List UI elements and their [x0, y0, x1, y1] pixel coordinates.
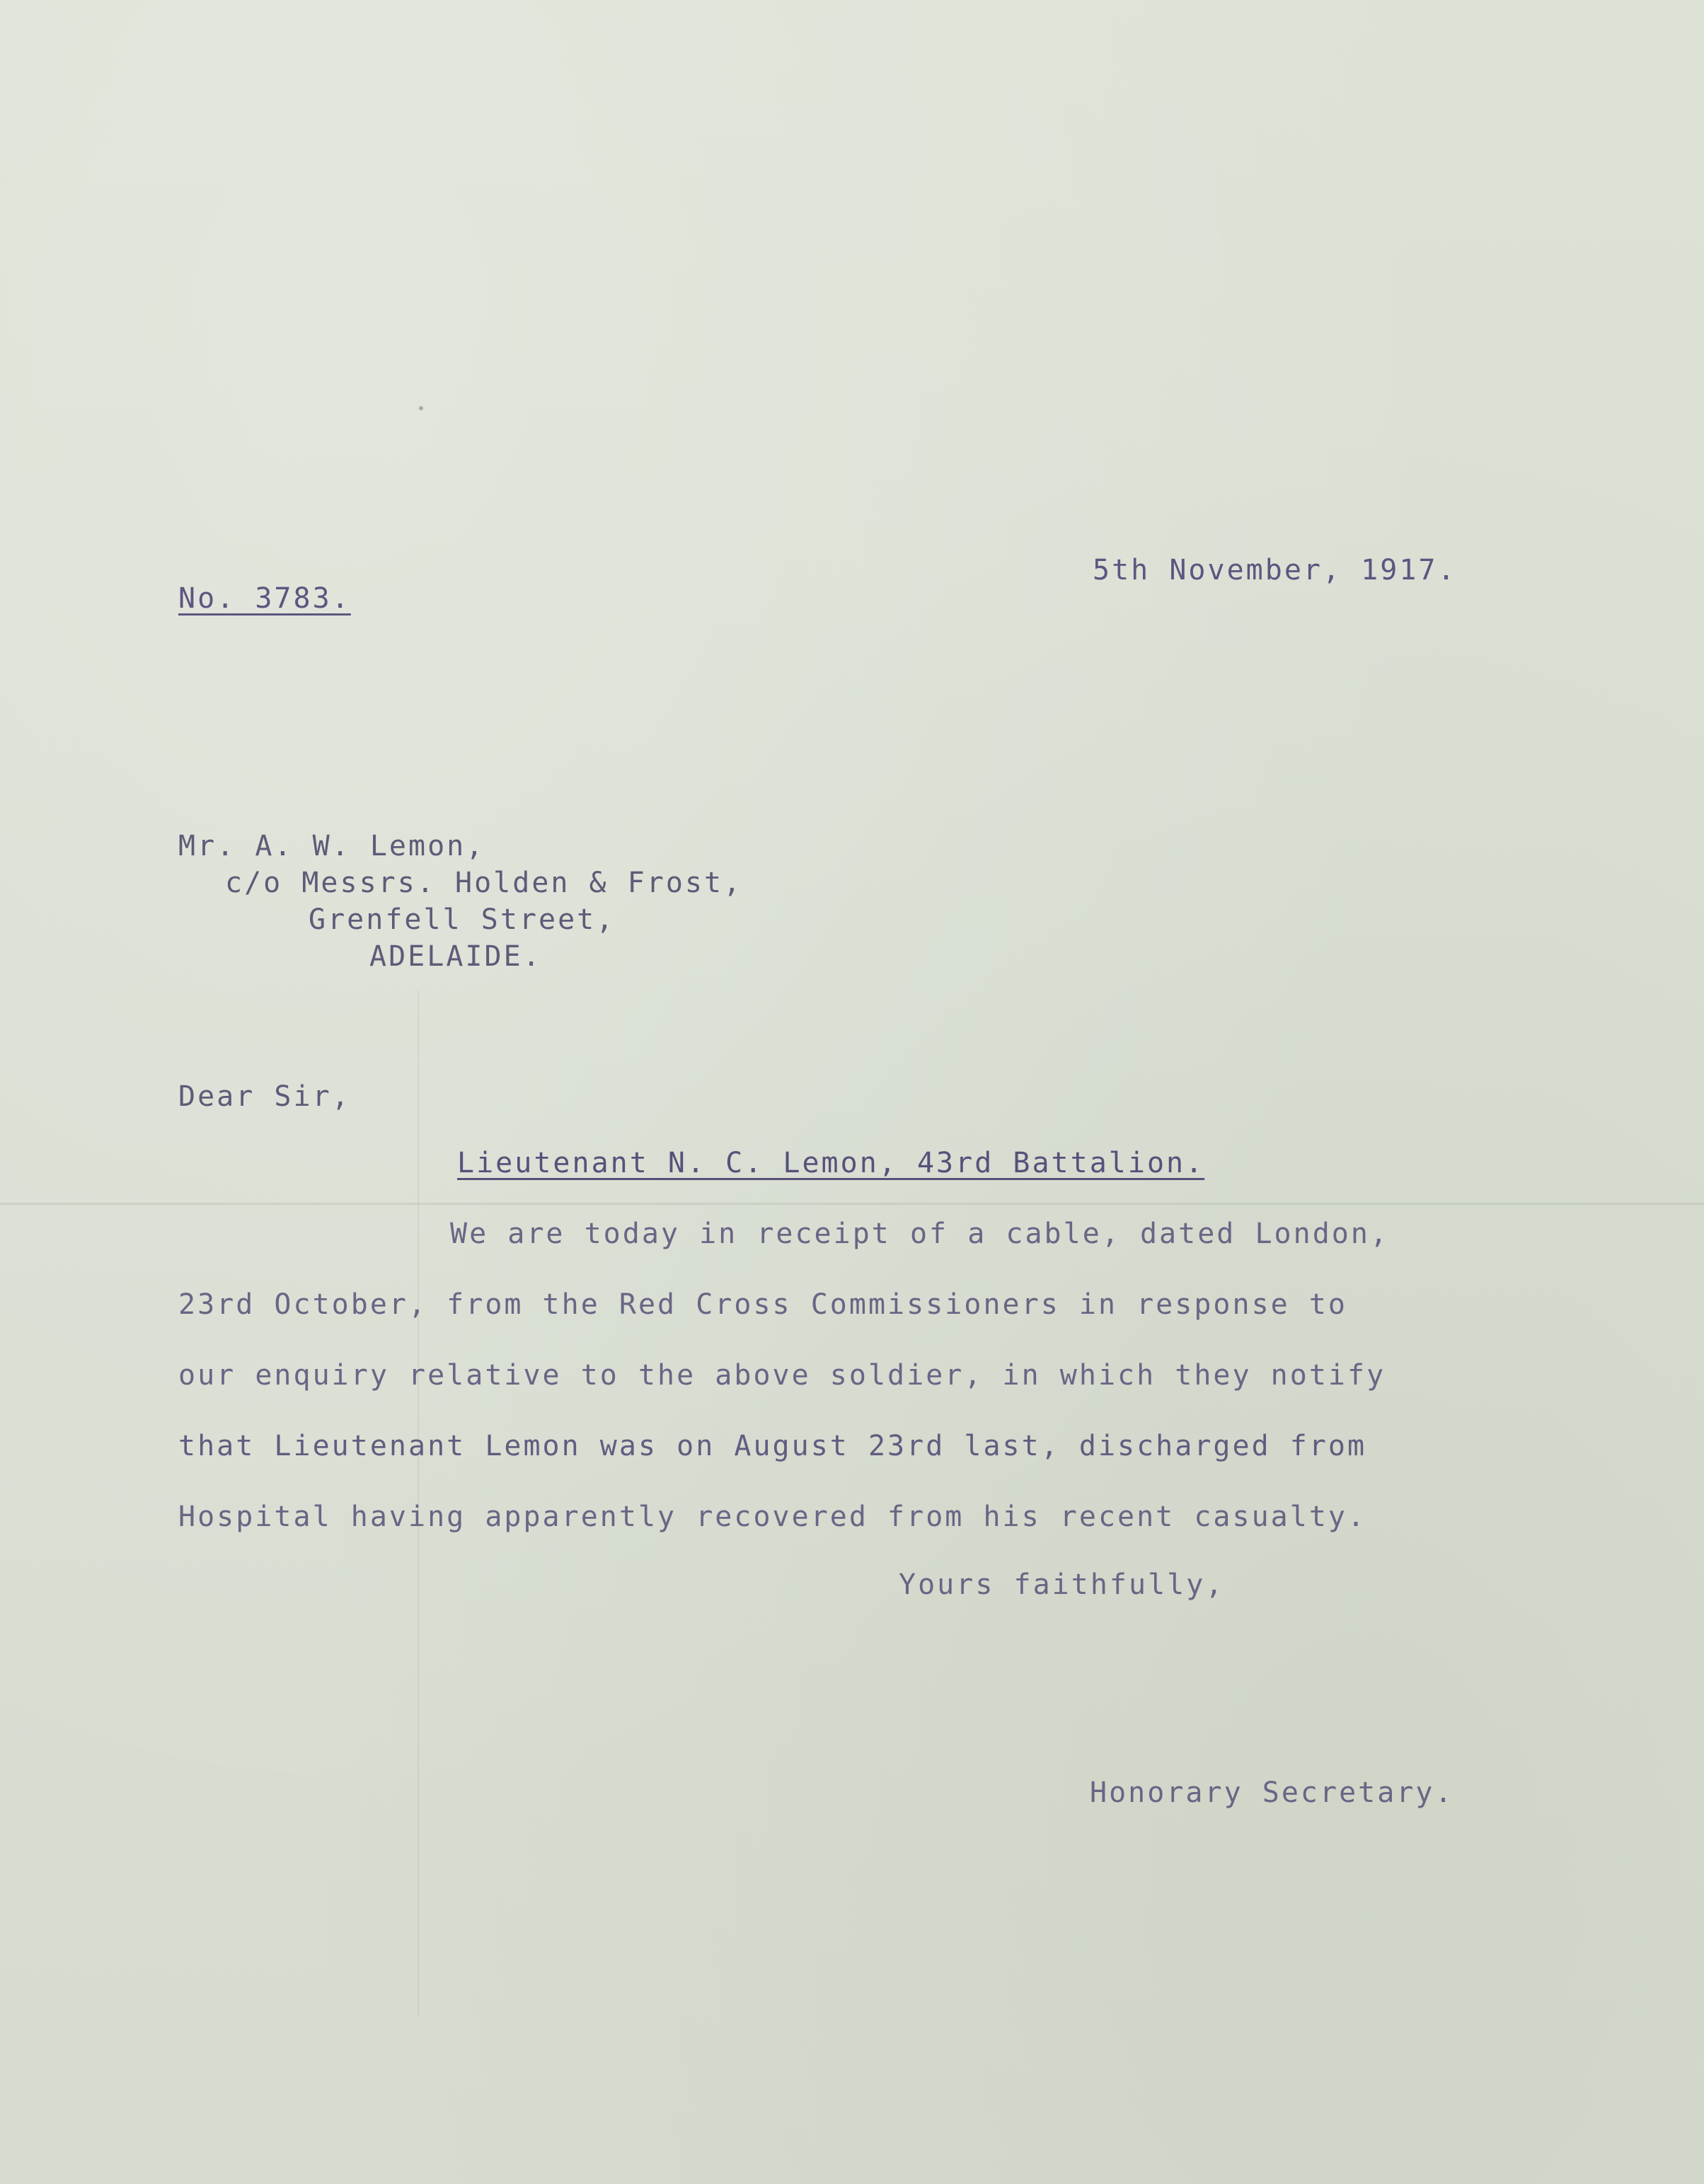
recipient-street: Grenfell Street, [309, 903, 616, 936]
body-line: our enquiry relative to the above soldier, in which they notify [178, 1359, 1386, 1392]
recipient-care-of: c/o Messrs. Holden & Frost, [225, 867, 743, 899]
salutation: Dear Sir, [178, 1080, 351, 1113]
recipient-city: ADELAIDE. [369, 940, 542, 973]
paper-fold [0, 1203, 1704, 1205]
subject-line: Lieutenant N. C. Lemon, 43rd Battalion. [457, 1147, 1205, 1179]
reference-number: No. 3783. [178, 582, 351, 615]
body-line: 23rd October, from the Red Cross Commissioners in response to [178, 1288, 1348, 1321]
signature-title: Honorary Secretary. [1090, 1776, 1454, 1809]
letter-date: 5th November, 1917. [1093, 554, 1457, 587]
recipient-name: Mr. A. W. Lemon, [178, 830, 485, 862]
body-line: Hospital having apparently recovered from his recent casualty. [178, 1501, 1367, 1533]
closing: Yours faithfully, [899, 1568, 1225, 1601]
paper-speck [419, 406, 423, 410]
body-line: that Lieutenant Lemon was on August 23rd last, discharged from [178, 1430, 1367, 1462]
body-line: We are today in receipt of a cable, dated London, [450, 1218, 1390, 1250]
